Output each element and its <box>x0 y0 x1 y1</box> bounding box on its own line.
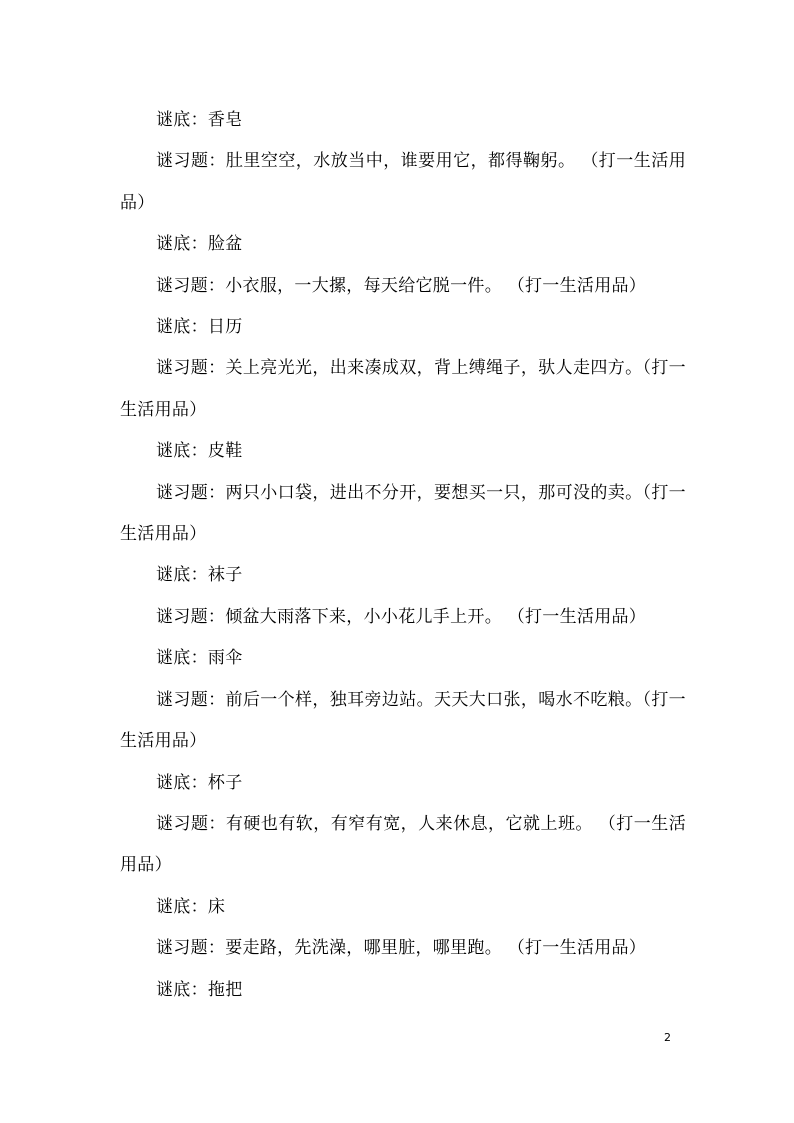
answer-paragraph: 谜底：床 <box>156 896 226 917</box>
answer-paragraph: 谜底：香皂 <box>156 110 243 130</box>
riddle-paragraph: 谜习题：前后一个样，独耳旁边站。天天大口张，喝水不吃粮。（打一生活用品） <box>120 689 686 752</box>
answer-paragraph: 谜底：拖把 <box>156 979 243 1000</box>
answer-paragraph: 谜底：皮鞋 <box>156 441 243 462</box>
riddle-paragraph: 谜习题：要走路，先洗澡，哪里脏，哪里跑。 （打一生活用品） <box>156 938 647 959</box>
page-number: 2 <box>664 1031 671 1044</box>
answer-paragraph: 谜底：日历 <box>156 317 243 338</box>
answer-paragraph: 谜底：脸盆 <box>156 234 243 255</box>
answer-paragraph: 谜底：袜子 <box>156 565 243 586</box>
riddle-paragraph: 谜习题：小衣服，一大摞，每天给它脱一件。 （打一生活用品） <box>156 275 647 296</box>
answer-paragraph: 谜底：杯子 <box>156 772 243 793</box>
riddle-paragraph: 谜习题：倾盆大雨落下来，小小花儿手上开。 （打一生活用品） <box>156 606 647 627</box>
riddle-content <box>120 100 686 1011</box>
riddle-paragraph: 谜习题：有硬也有软，有窄有宽，人来休息，它就上班。 （打一生活用品） <box>120 813 686 876</box>
riddle-paragraph: 谜习题：两只小口袋，进出不分开，要想买一只，那可没的卖。（打一生活用品） <box>120 482 686 545</box>
answer-paragraph: 谜底：雨伞 <box>156 648 243 669</box>
riddle-paragraph: 谜习题：关上亮光光，出来凑成双，背上缚绳子，驮人走四方。（打一生活用品） <box>120 358 686 420</box>
riddle-paragraph: 谜习题：肚里空空，水放当中，谁要用它，都得鞠躬。 （打一生活用品） <box>120 151 686 213</box>
